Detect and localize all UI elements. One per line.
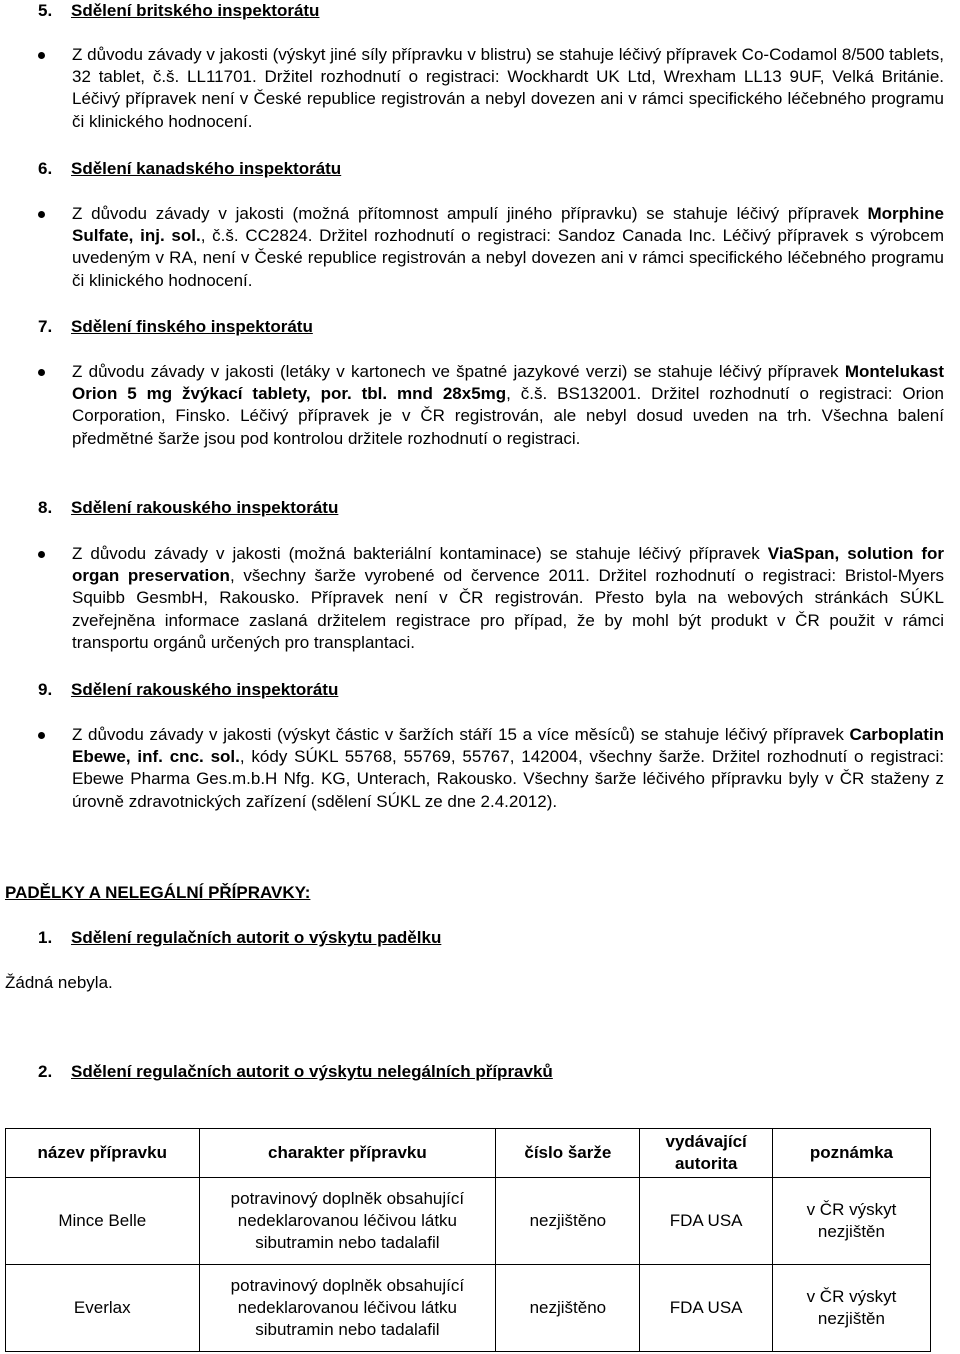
section-8-heading: [38, 497, 338, 519]
bullet-icon: [38, 732, 45, 739]
product-name: Co-Codamol 8/500 tablets, 32 tablet, č.š. LL11701.: [72, 45, 944, 87]
section-number: 1.: [38, 928, 53, 947]
section-title: Sdělení finského inspektorátu: [71, 317, 313, 336]
section-title: Sdělení britského inspektorátu: [71, 1, 320, 20]
section-7-heading: [38, 316, 313, 338]
table-row: [6, 1178, 931, 1265]
table-header-row: [6, 1129, 931, 1178]
table-cell: v ČR výskyt nezjištěn: [772, 1178, 930, 1265]
section-9-heading: [38, 679, 338, 701]
section-number: 7.: [38, 317, 53, 336]
section-6-item: Z důvodu závady v jakosti (možná přítomnost ampulí jiného přípravku) se stahuje léčivý přípravek Morphine Sulfate, inj. sol., č.š. CC2824. Držitel rozhodnutí o registraci: Sandoz Canada Inc. Léčivý přípravek s výrobcem uvedeným v RA, není v České republice registrován a nebyl dovezen ani v rámci specifického léčebného programu či klinického hodnocení.: [38, 203, 944, 292]
section-title: Sdělení kanadského inspektorátu: [71, 159, 342, 178]
table-cell: Everlax: [6, 1265, 200, 1352]
table-row: [6, 1265, 931, 1352]
product-name: Morphine Sulfate, inj. sol.: [72, 204, 944, 246]
table-cell: Mince Belle: [6, 1178, 200, 1265]
section-9-item: Z důvodu závady v jakosti (výskyt částic v šaržích stáří 15 a více měsíců) se stahuje léčivý přípravek Carboplatin Ebewe, inf. cnc. sol., kódy SÚKL 55768, 55769, 55767, 142004, všechny šarže. Držitel rozhodnutí o registraci: Ebewe Pharma Ges.m.b.H Nfg. KG, Unterach, Rakousko. Všechny šarže léčivého přípravku byly v ČR staženy z úrovně zdravotnických zařízení (sdělení SÚKL ze dne 2.4.2012).: [38, 724, 944, 813]
section-8-item: Z důvodu závady v jakosti (možná bakteriální kontaminace) se stahuje léčivý přípravek ViaSpan, solution for organ preservation, všechny šarže vyrobené od července 2011. Držitel rozhodnutí o registraci: Bristol-Myers Squibb GesmbH, Rakousko. Přípravek není v ČR registrován. Přesto byla na webových stránkách SÚKL zveřejněna informace zaslaná držitelem registrace pro případ, že by mohl být produkt v ČR použit v rámci transportu orgánů určených pro transplantaci.: [38, 543, 944, 654]
table-cell: potravinový doplněk obsahující nedeklarovanou léčivou látku sibutramin nebo tadalafil: [199, 1178, 496, 1265]
section-number: 8.: [38, 498, 53, 517]
table-cell: nezjištěno: [496, 1265, 640, 1352]
column-header: vydávající autorita: [640, 1129, 772, 1178]
section-number: 5.: [38, 1, 53, 20]
product-name: Carboplatin Ebewe, inf. cnc. sol.: [72, 725, 944, 767]
column-header: číslo šarže: [496, 1129, 640, 1178]
product-name: ViaSpan, solution for organ preservation: [72, 544, 944, 586]
section-number: 6.: [38, 159, 53, 178]
section-6-heading: [38, 158, 341, 180]
illegal-products-table: [5, 1128, 931, 1352]
no-counterfeits-text: Žádná nebyla.: [5, 973, 113, 992]
bullet-icon: [38, 369, 45, 376]
section-number: 9.: [38, 680, 53, 699]
counterfeits-title: PADĚLKY A NELEGÁLNÍ PŘÍPRAVKY:: [5, 883, 311, 902]
table-cell: v ČR výskyt nezjištěn: [772, 1265, 930, 1352]
section-title: Sdělení rakouského inspektorátu: [71, 498, 339, 517]
bullet-icon: [38, 551, 45, 558]
table-cell: potravinový doplněk obsahující nedeklarovanou léčivou látku sibutramin nebo tadalafil: [199, 1265, 496, 1352]
section-title: Sdělení rakouského inspektorátu: [71, 680, 339, 699]
section-7-item: Z důvodu závady v jakosti (letáky v kartonech ve špatné jazykové verzi) se stahuje léčivý přípravek Montelukast Orion 5 mg žvýkací tablety, por. tbl. mnd 28x5mg, č.š. BS132001. Držitel rozhodnutí o registraci: Orion Corporation, Finsko. Léčivý přípravek je v ČR registrován, ale nebyl dosud uveden na trh. Všechna balení předmětné šarže jsou pod kontrolou držitele rozhodnutí o registraci.: [38, 361, 944, 450]
column-header: poznámka: [772, 1129, 930, 1178]
section-5-heading: [38, 0, 319, 22]
counterfeits-sub1-heading: [38, 927, 441, 949]
section-title: Sdělení regulačních autorit o výskytu nelegálních přípravků: [71, 1062, 553, 1081]
bullet-icon: [38, 211, 45, 218]
section-title: Sdělení regulačních autorit o výskytu padělku: [71, 928, 442, 947]
counterfeits-sub2-heading: [38, 1061, 553, 1083]
column-header: název přípravku: [6, 1129, 200, 1178]
table-cell: nezjištěno: [496, 1178, 640, 1265]
table-cell: FDA USA: [640, 1178, 772, 1265]
bullet-icon: [38, 52, 45, 59]
section-number: 2.: [38, 1062, 53, 1081]
column-header: charakter přípravku: [199, 1129, 496, 1178]
product-name: Montelukast Orion 5 mg žvýkací tablety, por. tbl. mnd 28x5mg: [72, 362, 944, 404]
section-5-item: Z důvodu závady v jakosti (výskyt jiné síly přípravku v blistru) se stahuje léčivý přípravek Co-Codamol 8/500 tablets, 32 tablet, č.š. LL11701. Držitel rozhodnutí o registraci: Wockhardt UK Ltd, Wrexham LL13 9UF, Velká Británie. Léčivý přípravek není v České republice registrován a nebyl dovezen ani v rámci specifického léčebného programu či klinického hodnocení.: [38, 44, 944, 133]
table-cell: FDA USA: [640, 1265, 772, 1352]
